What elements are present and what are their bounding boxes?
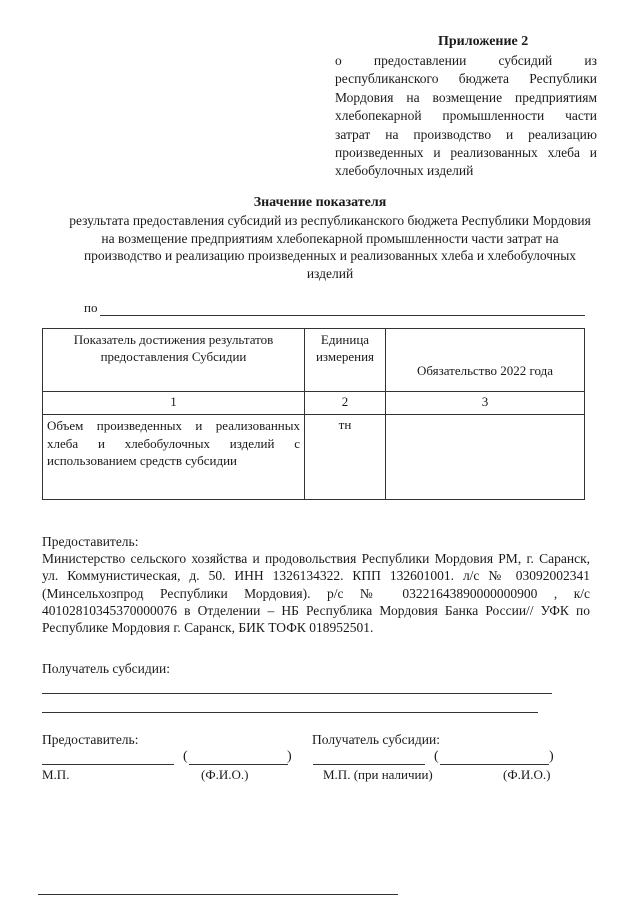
header-indicator: Показатель достижения результатов предоставления Субсидии bbox=[43, 329, 305, 392]
recipient-name-caption: (Ф.И.О.) bbox=[503, 767, 551, 782]
signature-recipient-label: Получатель субсидии: bbox=[312, 732, 440, 747]
recipient-name-line bbox=[440, 764, 549, 765]
open-paren: ( bbox=[434, 749, 439, 764]
appendix-title: Приложение 2 bbox=[438, 34, 529, 49]
obligation-value-cell[interactable] bbox=[386, 415, 585, 500]
provider-details: Министерство сельского хозяйства и продовольствия Республики Мордовия РМ, г. Саранск, ул. Коммунистическая, д. 50. ИНН 1326134322. КПП 132601001. л/с № 03092002341 (Минсельхозпрод Республики Мордовия). р/с № 03221643890000000900 , к/с 40102810345370000076 в Отделении – НБ Республика Мордовия Банка России// УФК по Республике Мордовия г. Саранск, БИК ТОФК 018952501. bbox=[42, 551, 590, 636]
indicator-cell: Объем произведенных и реализованных хлеба и хлебобулочных изделий с использованием средств субсидии bbox=[43, 415, 305, 500]
recipient-stamp-caption: М.П. (при наличии) bbox=[323, 767, 433, 782]
provider-name-caption: (Ф.И.О.) bbox=[201, 767, 249, 782]
po-label: по bbox=[84, 300, 98, 315]
signature-provider-label: Предоставитель: bbox=[42, 732, 139, 747]
column-number-3: 3 bbox=[386, 392, 585, 415]
footnote-separator bbox=[38, 894, 398, 895]
close-paren: ) bbox=[549, 749, 554, 764]
recipient-signature-line bbox=[313, 764, 425, 765]
appendix-description: о предоставлении субсидий из республиканского бюджета Республики Мордовия на возмещение предприятиям хлебопекарной промышленности части затрат на производство и реализацию произведенных и реализованных хлеба и хлебобулочных изделий bbox=[335, 53, 597, 179]
provider-label: Предоставитель: bbox=[42, 534, 139, 549]
provider-stamp-caption: М.П. bbox=[42, 767, 70, 782]
header-obligation: Обязательство 2022 года bbox=[386, 329, 585, 392]
unit-cell: тн bbox=[305, 415, 386, 500]
close-paren: ) bbox=[287, 749, 292, 764]
column-number-2: 2 bbox=[305, 392, 386, 415]
document-subtitle: результата предоставления субсидий из республиканского бюджета Республики Мордовия на возмещение предприятиям хлебопекарной промышленности части затрат на производство и реализацию произведенных и реализованных хлеба и хлебобулочных изделий bbox=[69, 213, 591, 281]
open-paren: ( bbox=[183, 749, 188, 764]
recipient-fill-line bbox=[42, 693, 552, 694]
header-unit: Единица измерения bbox=[305, 329, 386, 392]
po-fill-line bbox=[100, 315, 585, 316]
recipient-fill-line bbox=[42, 712, 538, 713]
recipient-label: Получатель субсидии: bbox=[42, 661, 170, 676]
provider-signature-line bbox=[42, 764, 174, 765]
table-number-row bbox=[43, 392, 585, 415]
provider-name-line bbox=[189, 764, 288, 765]
column-number-1: 1 bbox=[43, 392, 305, 415]
document-title: Значение показателя bbox=[253, 195, 387, 210]
table-header-row bbox=[43, 329, 585, 392]
indicator-table bbox=[42, 328, 585, 500]
table-row bbox=[43, 415, 585, 500]
